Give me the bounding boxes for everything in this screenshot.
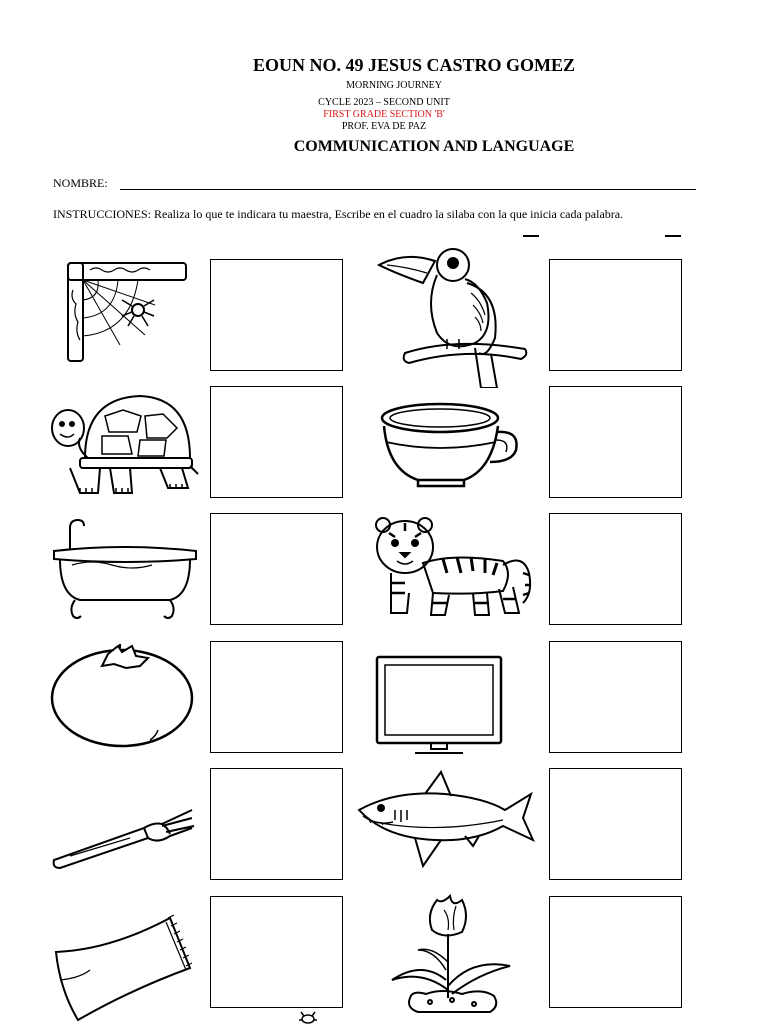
answer-box-4[interactable] [549, 386, 682, 498]
fork-icon [50, 800, 195, 875]
tomato-icon [50, 640, 200, 750]
tiger-icon [373, 513, 533, 628]
cup-icon [378, 400, 523, 492]
tulip-icon [382, 890, 527, 1020]
towel-icon [50, 910, 195, 1025]
answer-box-5[interactable] [210, 513, 343, 625]
toucan-icon [375, 243, 535, 388]
answer-box-3[interactable] [210, 386, 343, 498]
journey-label: MORNING JOURNEY [346, 80, 442, 91]
grade-label: FIRST GRADE SECTION 'B' [323, 109, 445, 120]
subject-title: COMMUNICATION AND LANGUAGE [293, 138, 575, 155]
bathtub-icon [50, 515, 200, 620]
television-icon [375, 655, 505, 757]
answer-box-10[interactable] [549, 768, 682, 880]
answer-box-8[interactable] [549, 641, 682, 753]
bug-doodle-icon [298, 1010, 318, 1029]
shark-icon [355, 770, 535, 875]
teacher-label: PROF. EVA DE PAZ [341, 121, 427, 132]
dash-mark [523, 235, 539, 237]
cycle-label: CYCLE 2023 – SECOND UNIT [318, 97, 450, 108]
turtle-icon [50, 388, 200, 503]
answer-box-6[interactable] [549, 513, 682, 625]
answer-box-7[interactable] [210, 641, 343, 753]
answer-box-9[interactable] [210, 768, 343, 880]
spider-web-icon [60, 260, 190, 365]
name-label: NOMBRE: [53, 176, 108, 190]
answer-box-12[interactable] [549, 896, 682, 1008]
answer-box-2[interactable] [549, 259, 682, 371]
answer-box-1[interactable] [210, 259, 343, 371]
dash-mark [665, 235, 681, 237]
school-title: EOUN NO. 49 JESUS CASTRO GOMEZ [252, 55, 576, 75]
answer-box-11[interactable] [210, 896, 343, 1008]
name-field[interactable] [120, 189, 696, 190]
instructions-text: INSTRUCCIONES: Realiza lo que te indicara tu maestra, Escribe en el cuadro la silaba con la que inicia cada palabra. [53, 207, 624, 221]
